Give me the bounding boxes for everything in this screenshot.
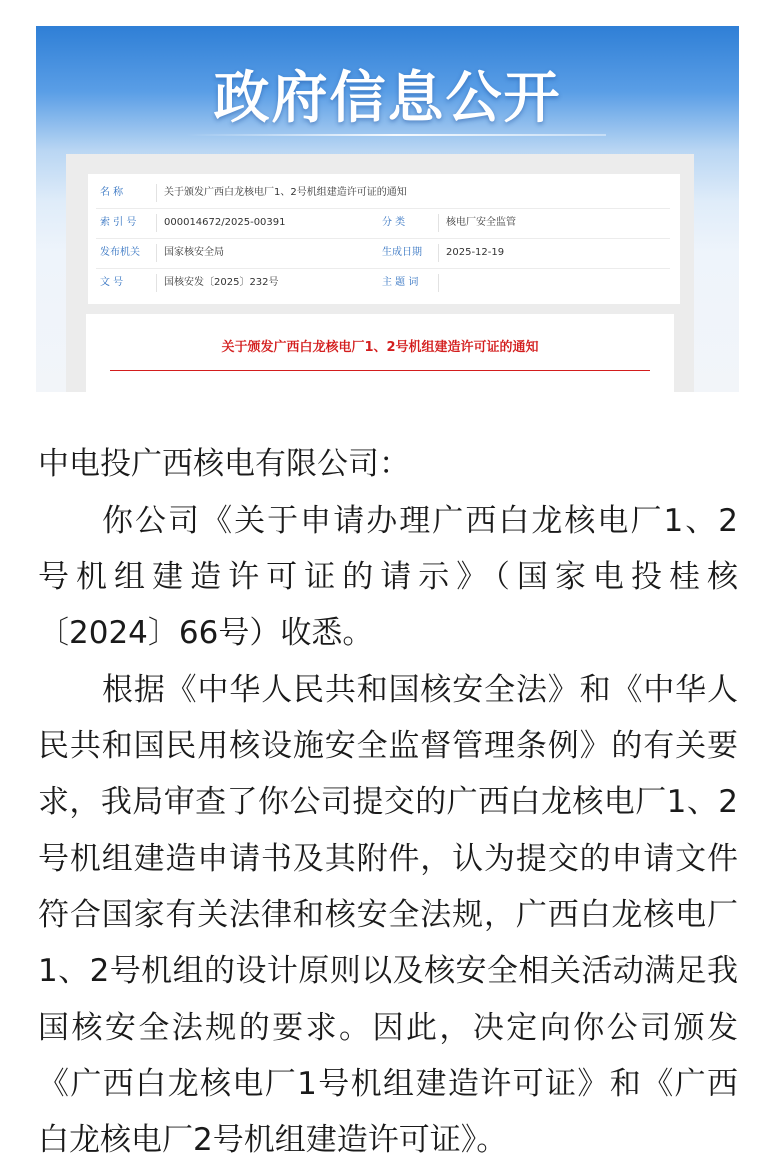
red-title-rule: [110, 370, 650, 371]
index-label: 索 引 号: [100, 217, 137, 228]
docno-label: 文 号: [100, 277, 124, 288]
category-value: 核电厂安全监管: [446, 217, 516, 228]
date-value: 2025-12-19: [446, 247, 505, 258]
name-value: 关于颁发广西白龙核电厂1、2号机组建造许可证的通知: [164, 187, 407, 198]
paragraph-line: 你公司《关于申请办理广西白龙核电厂1、2: [102, 503, 738, 539]
paragraph-line: 求，我局审查了你公司提交的广西白龙核电厂1、2: [38, 784, 738, 820]
date-label: 生成日期: [382, 247, 422, 258]
divider: [156, 184, 157, 202]
docno-value: 国核安发〔2025〕232号: [164, 277, 279, 288]
meta-row-issuer: [96, 238, 670, 269]
meta-row-index: [96, 208, 670, 239]
paragraph-line: 国核安全法规的要求。因此，决定向你公司颁发: [38, 1010, 738, 1046]
meta-row-docno: [96, 268, 670, 298]
paragraph-line: 民共和国民用核设施安全监督管理条例》的有关要: [38, 728, 738, 764]
banner-title: 政府信息公开: [213, 66, 562, 131]
issuer-label: 发布机关: [100, 247, 140, 258]
paragraph-line: 号机组建造许可证的请示》（国家电投桂核: [38, 559, 738, 595]
divider: [156, 244, 157, 262]
paragraph-line: 1、2号机组的设计原则以及核安全相关活动满足我: [38, 953, 738, 989]
issuer-value: 国家核安全局: [164, 247, 224, 258]
paragraph-line: 号机组建造申请书及其附件，认为提交的申请文件: [38, 841, 738, 877]
category-label: 分 类: [382, 217, 406, 228]
keyword-label: 主 题 词: [382, 277, 419, 288]
banner-divider: [186, 134, 606, 136]
paragraph-line: 白龙核电厂2号机组建造许可证》。: [38, 1122, 508, 1158]
divider: [438, 214, 439, 232]
document-header-card: [86, 314, 674, 392]
paragraph-line: 〔2024〕66号）收悉。: [38, 615, 374, 651]
divider: [156, 214, 157, 232]
gov-info-banner: [36, 26, 739, 392]
meta-row-name: [96, 178, 670, 209]
paragraph-line: 《广西白龙核电厂1号机组建造许可证》和《广西: [38, 1066, 738, 1102]
paragraph-line: 根据《中华人民共和国核安全法》和《中华人: [102, 672, 738, 708]
divider: [156, 274, 157, 292]
divider: [438, 244, 439, 262]
divider: [438, 274, 439, 292]
metadata-table: [88, 174, 680, 304]
document-title: 关于颁发广西白龙核电厂1、2号机组建造许可证的通知: [221, 340, 539, 355]
salutation: 中电投广西核电有限公司：: [38, 446, 410, 482]
paragraph-line: 符合国家有关法律和核安全法规，广西白龙核电厂: [38, 897, 738, 933]
index-value: 000014672/2025-00391: [164, 217, 286, 228]
name-label: 名 称: [100, 187, 124, 198]
